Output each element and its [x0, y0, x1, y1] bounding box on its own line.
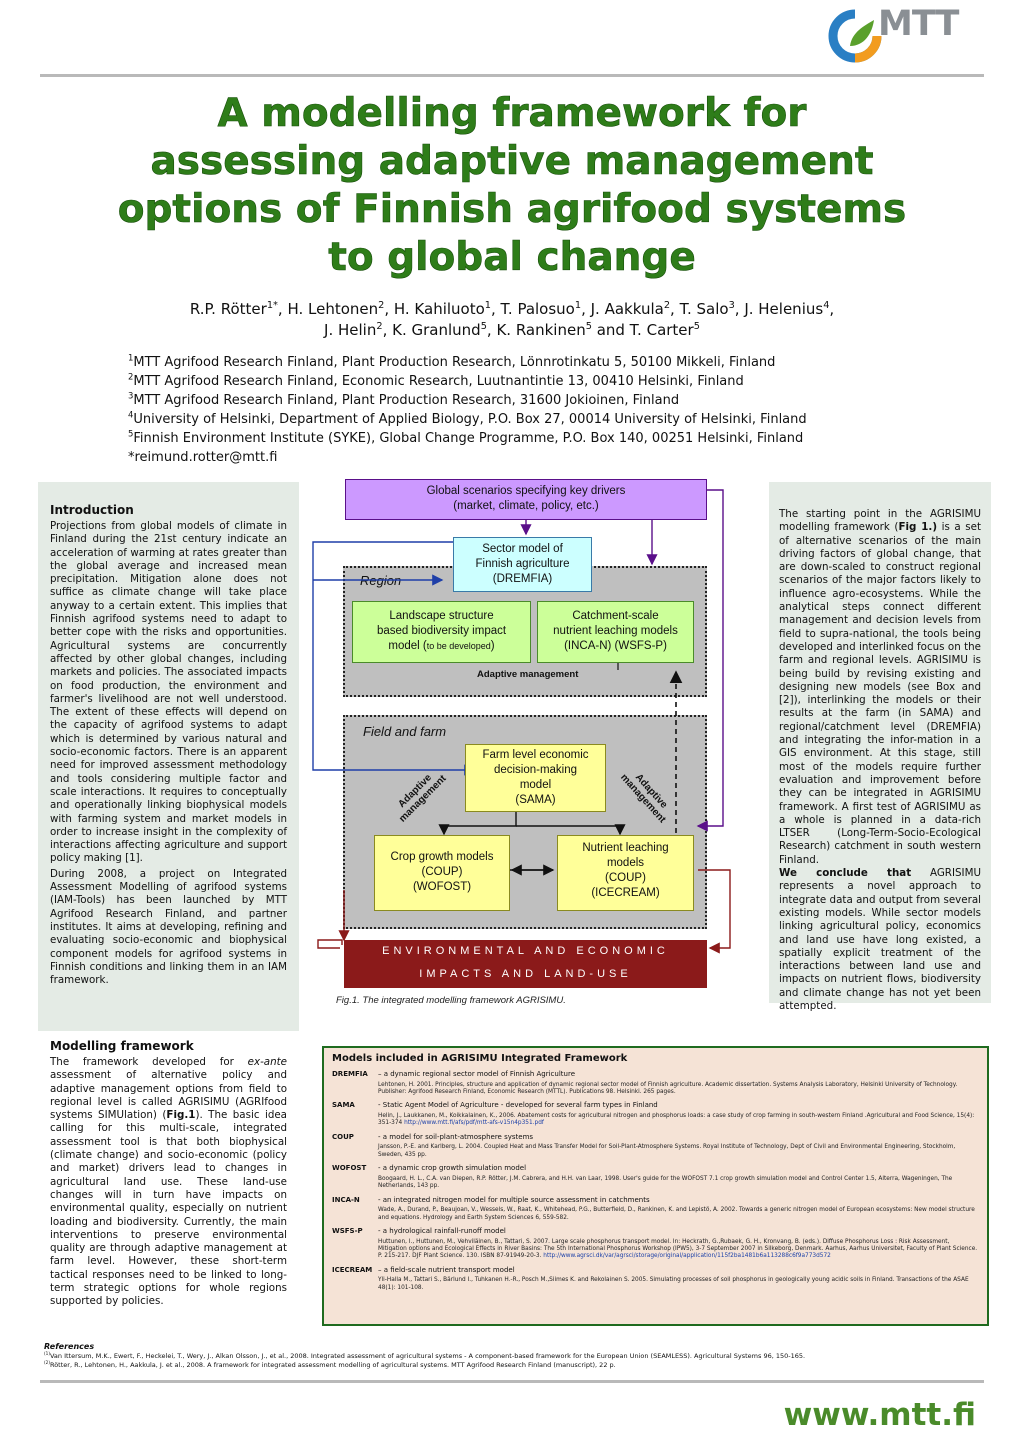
crop-growth-models-box: Crop growth models (COUP) (WOFOST) — [374, 835, 510, 911]
author: , T. Salo — [670, 300, 729, 318]
affiliation: $^5$Finnish Environment Institute (SYKE), Global Change Programme, P.O. Box 140, 00251 Helsinki, Finland — [128, 428, 804, 446]
right-column-text — [779, 508, 981, 1013]
field-farm-label: Field and farm — [363, 724, 447, 739]
author: , J. Aakkula — [581, 300, 664, 318]
model-row: COUP - a model for soil-plant-atmosphere systems Jansson, P.-E. and Karlberg, L. 2004. Coupled Heat and Mass Transfer Model for Soil-Plant-Atmosphere Systems. Royal Institute of Technology, Dept of Civil and Environmental Engineering, Stockholm, Sweden, 435 pp. — [332, 1132, 956, 1158]
nutrient-leaching-models-box: Nutrient leaching models (COUP) (ICECREAM) — [557, 835, 694, 911]
paragraph: During 2008, a project on Integrated Assessment Modelling of agrifood systems (IAM-Tools) has been launched by MTT Agrifood Research Finland, and partner institutes. It aims at developing, refining and evaluating socio-economic and biophysical component models for agrifood systems in Finnish conditions and linking them in an IAM framework. — [50, 867, 287, 987]
catchment-models-box: Catchment-scale nutrient leaching models (INCA-N) (WSFS-P) — [537, 601, 694, 663]
title-line: A modelling framework for — [217, 91, 807, 136]
reference-link[interactable]: http://www.mtt.fi/afs/pdf/mtt-afs-v15n4p351.pdf — [404, 1120, 544, 1127]
modelling-framework-section — [38, 1035, 299, 1326]
model-code: DREMFIA — [332, 1070, 368, 1078]
references — [44, 1342, 984, 1370]
model-row: INCA-N - an integrated nitrogen model for multiple source assessment in catchments Wade, A., Durand, P., Beaujoan, V., Wessels, W., Raat, K., Whitehead, P.G., Butterfield, D., Rankinen, K. and Lepistö, A. 2002. Towards a generic nitrogen model of European ecosystems: New model structure and equations. Hydrology and Earth System Sciences 6, 559-582. — [332, 1195, 975, 1221]
model-row: WOFOST - a dynamic crop growth simulation model Boogaard, H. L., C.A. van Diepen, R.P. Rötter, J.M. Cabrera, and H.H. van Laar, 1998. User's guide for the WOFOST 7.1 crop growth simulation model and Control Center 1.5, Alterra, Wageningen, The Netherlands, 143 pp. — [332, 1164, 953, 1190]
modelling-text: The framework developed for ex-ante assessment of alternative policy and adaptive management options from field to regional level is called AGRISIMU (AGRIfood systems SIMUlation) (Fig.1). The basic idea calling for this multi-scale, integrated assessment tool is that both biophysical (climate change) and socio-economic (policy and market) drivers lead to changes in agricultural land use. These land-use changes will in turn have impacts on environmental quality, especially on nutrient loading and biodiversity. Currently, the main interventions to preserve environmental quality are through adaptive management at farm level. However, these short-term tactical responses need to be linked to long-term strategic options for whole regions supported by policies. — [50, 1056, 287, 1308]
contact-email[interactable]: *reimund.rotter@mtt.fi — [128, 450, 278, 465]
affiliation: $^3$MTT Agrifood Research Finland, Plant Production Research, 31600 Jokioinen, Finland — [128, 390, 680, 408]
author: , K. Granlund — [382, 321, 481, 339]
reference-item: $^{(2)}$Rötter, R., Lehtonen, H., Aakkula, J. et al., 2008. A framework for integrated assessment modelling of agricultural systems. MTT Agrifood Research Finland (manuscript), 22 p. — [44, 1359, 616, 1369]
top-divider — [40, 74, 984, 77]
introduction-text — [50, 520, 287, 987]
model-code: WSFS-P — [332, 1227, 363, 1236]
modelling-heading: Modelling framework — [50, 1039, 194, 1053]
author: and T. Carter — [591, 321, 694, 339]
model-code: INCA-N — [332, 1195, 360, 1204]
sector-model-box: Sector model of Finnish agriculture (DREMFIA) — [453, 537, 592, 592]
references-heading: References — [44, 1342, 95, 1351]
author: , H. Lehtonen — [277, 300, 379, 318]
author-list — [60, 299, 964, 341]
author-line-2: J. Helin$^2$, K. Granlund$^5$, K. Rankinen$^5$ and T. Carter$^5$ — [324, 321, 700, 339]
author: , J. Helenius — [734, 300, 824, 318]
global-scenarios-box: Global scenarios specifying key drivers (market, climate, policy, etc.) — [345, 479, 707, 520]
introduction-section — [38, 482, 299, 1031]
logo-text: MTT — [878, 4, 959, 44]
figure-caption: Fig.1. The integrated modelling framework AGRISIMU. — [336, 995, 566, 1006]
adaptive-management-label: Adaptive management — [477, 669, 579, 680]
affiliation: $^4$University of Helsinki, Department of Applied Biology, P.O. Box 27, 00014 University of Helsinki, Finland — [128, 409, 807, 427]
title-line: assessing adaptive management — [150, 139, 874, 184]
region-label: Region — [360, 573, 402, 588]
adaptive-management-left: Adaptive management — [396, 772, 449, 825]
paragraph: We conclude that AGRISIMU represents a novel approach to integrate data and output from several existing models. While sector models linking agricultural policy, economics and land use have long existed, a spatially explicit treatment of the interactions between land use and impacts on nutrient flows, biodiversity and climate change has not yet been attempted. — [779, 867, 981, 1012]
model-row: DREMFIA – a dynamic regional sector model of Finnish Agriculture Lehtonen, H. 2001. Principles, structure and application of dynamic regional sector model of Finnish agriculture. Academic dissertation. Systems Analysis Laboratory, Helsinki University of Technology. Publisher: Agrifood Research Finland, Economic Research (MTTL). Publications 98. Helsinki. 265 pages. — [332, 1070, 958, 1095]
affiliation: $^1$MTT Agrifood Research Finland, Plant Production Research, Lönnrotinkatu 5, 50100 Mikkeli, Finland — [128, 352, 776, 370]
model-code: WOFOST — [332, 1164, 367, 1173]
website-link[interactable]: www.mtt.fi — [783, 1397, 976, 1433]
paragraph: Projections from global models of climate in Finland during the 21st century indicate an acceleration of warming at rates greater than the global average and increased mean precipitation. Mitigation alone does not suffice as climate change will take place anyway to a certain extent. This implies that Finnish agrifood systems need to adapt to better cope with the risks and opportunities. Agricultural systems are concurrently affected by other global changes, including markets and policies. The associated impacts on food production, the environment and farmer's livelihood are not well understood. The extent of these effects will depend on the capacity of agrifood systems to adapt which is determined by various natural and socio-economic factors. There is an apparent need for improved assessment methodology and tools considering multiple factor and scale interactions. It requires to conceptually and operationally linking biophysical models with farming system and market models in order to increase insight in the complexity of interactions affecting agriculture and support policy making [1]. — [50, 520, 287, 865]
farm-economic-model-box: Farm level economic decision-making model (SAMA) — [465, 744, 606, 812]
author-line-1: R.P. Rötter$^{1*}$, H. Lehtonen$^2$, H. Kahiluoto$^1$, T. Palosuo$^1$, J. Aakkula$^2$, T. Salo$^3$, J. Helenius$^4$, — [189, 300, 835, 318]
landscape-biodiversity-box: Landscape structure based biodiversity impact model (to be developed) — [352, 601, 531, 663]
adaptive-management-right: Adaptive management — [618, 771, 670, 826]
right-text-section — [769, 482, 991, 1012]
models-box — [322, 1046, 989, 1326]
reference-link[interactable]: http://www.agrsci.dk/var/agrsci/storage/original/application/115f2ba1481b6a113288c6f9a773d572 — [543, 1253, 831, 1260]
model-row: SAMA - Static Agent Model of Agriculture - developed for several farm types in Finland Helin, J., Laukkanen, M., Koikkalainen, K., 2006. Abatement costs for agricultural nitrogen and phosphorus loads: a case study of crop farming in south-western Finland .Agricultural and Food Science, 15(4): 351-374 http://www.mtt.fi/afs/pdf/mtt-afs-v15n4p351.pdf — [332, 1101, 975, 1127]
introduction-heading: Introduction — [50, 503, 134, 517]
reference-item: $^{(1)}$Van Ittersum, M.K., Ewert, F., Heckelei, T., Wery, J., Alkan Olsson, J., et al., 2008. Integrated assessment of agricultural systems - A component-based framework for the European Union (SEAMLESS). Agricultural Systems 96, 150-165. — [44, 1350, 806, 1360]
models-box-title: Models included in AGRISIMU Integrated Framework — [332, 1053, 628, 1064]
affiliation: $^2$MTT Agrifood Research Finland, Economic Research, Luutnantintie 13, 00410 Helsinki, Finland — [128, 371, 744, 389]
paragraph: The starting point in the AGRISIMU modelling framework (Fig 1.) is a set of alternative scenarios of the main driving factors of global change, that are down-scaled to construct regional scenarios of the major factors likely to influence agro-ecosystems. While the analytical steps connect different management and decision levels from field to supra-national, the tools being developed and interlinked focus on the farm and regional levels. AGRISIMU is being build by revising existing and designing new models (see Box and [2]), interlinking the models or their results at the farm (in SAMA) and regional/catchment level (DREMFIA) and integrating the infor-mation in a GIS environment. At this stage, still most of the models require further evaluation and improvement before they can be integrated in AGRISIMU framework. A first test of AGRISIMU as a whole is planned in a data-rich LTSER (Long-Term-Socio-Ecological Research) catchment in south western Finland. — [779, 508, 981, 866]
author: , H. Kahiluoto — [384, 300, 485, 318]
bottom-divider — [40, 1380, 984, 1383]
author: R.P. Rötter — [189, 300, 267, 318]
impacts-box: ENVIRONMENTAL AND ECONOMIC IMPACTS AND LAND-USE — [344, 940, 707, 988]
model-code: SAMA — [332, 1101, 355, 1110]
model-code: ICECREAM — [332, 1265, 373, 1274]
author: , K. Rankinen — [486, 321, 586, 339]
model-row: WSFS-P - a hydrological rainfall-runoff model Huttunen, I., Huttunen, M., Vehviläinen, B., Tattari, S. 2007. Large scale phosphorus transport model. In: Heckrath, G.,Rubaek, G. H., Kronvang, B. (eds.). Diffuse Phosphorus Loss : Risk Assessment, Mitigation options and Ecological Effects in River Basins: The 5th International Phosphorus Workshop (IPW5), 3-7 September 2007 in Silkeborg, Denmark. Aarhus, Aarhus Universitet, Faculty of Plant Science. P. 215-217. DJF Plant Science. 130. ISBN 87-91949-20-3. http://www.agrsci.dk/var/agrsci/storage/original/application/115f2ba1481b6a113288c6f9a773d572 — [332, 1227, 978, 1260]
title-line: to global change — [328, 235, 696, 280]
model-row: ICECREAM – a field-scale nutrient transport model Yli-Halla M., Tattari S., Bärlund I., Tuhkanen H.-R., Posch M.,Siimes K. and Rekolainen S. 2005. Simulating processes of soil phosphorus in geologically young acidic soils in Finland. Transactions of the ASAE 48(1): 101-108. — [332, 1265, 969, 1291]
author: , — [829, 300, 835, 318]
poster-title — [40, 90, 984, 282]
author: , T. Palosuo — [491, 300, 575, 318]
affiliations — [128, 353, 988, 467]
author: J. Helin — [324, 321, 377, 339]
model-code: COUP — [332, 1132, 354, 1141]
title-line: options of Finnish agrifood systems — [117, 187, 907, 232]
